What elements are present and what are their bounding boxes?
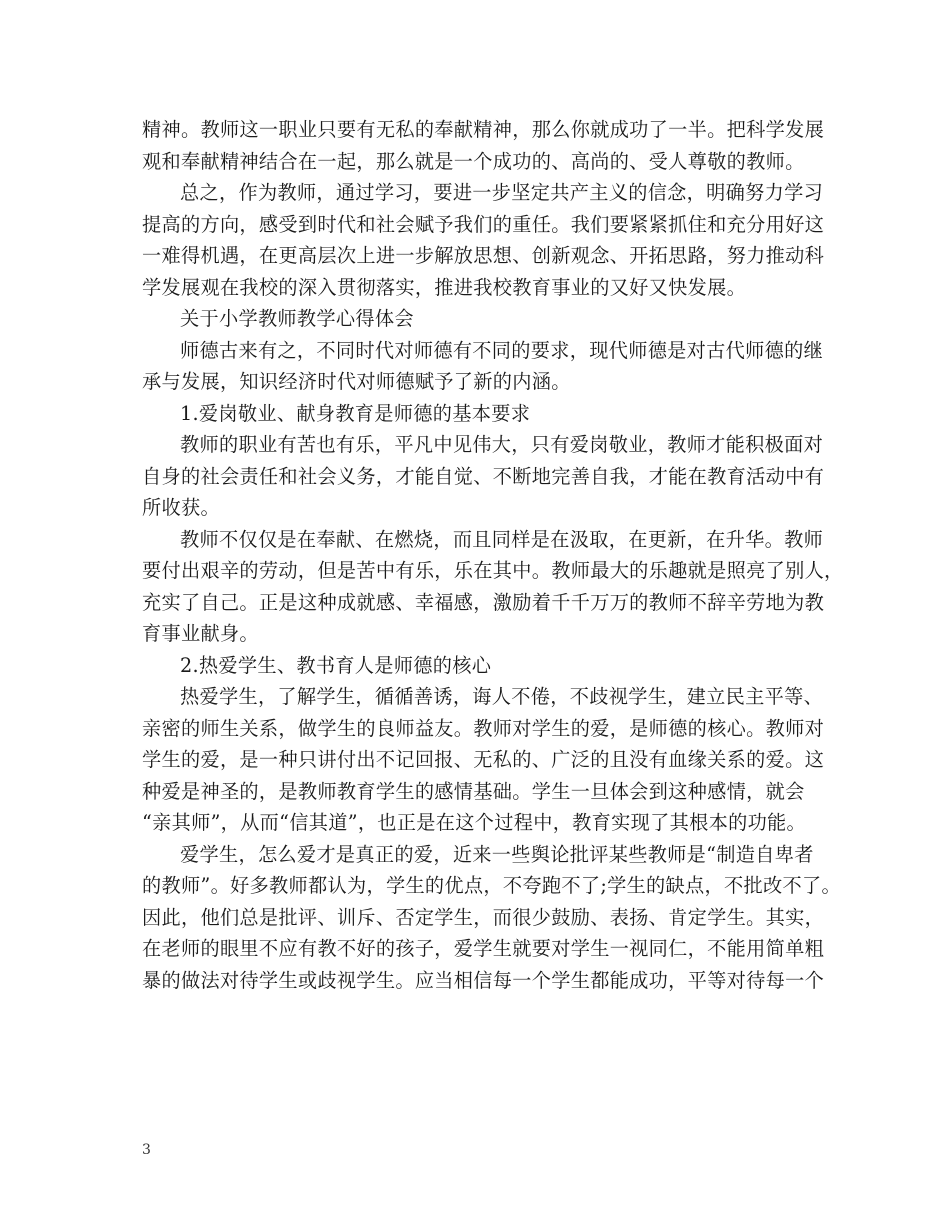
text-line: 教师不仅仅是在奉献、在燃烧，而且同样是在汲取，在更新，在升华。教师 (180, 527, 824, 551)
text-line: 热爱学生，了解学生，循循善诱，诲人不倦，不歧视学生，建立民主平等、 (180, 685, 824, 708)
text-line: 要付出艰辛的劳动，但是苦中有乐，乐在其中。教师最大的乐趣就是照亮了别人， (142, 559, 844, 582)
text-line: 育事业献身。 (142, 622, 259, 645)
text-line: 暴的做法对待学生或歧视学生。应当相信每一个学生都能成功，平等对待每一个 (142, 968, 825, 992)
text-line: 在老师的眼里不应有教不好的孩子，爱学生就要对学生一视同仁，不能用简单粗 (142, 937, 825, 960)
text-line: 精神。教师这一职业只要有无私的奉献精神，那么你就成功了一半。把科学发展 (142, 118, 825, 141)
text-line: 学生的爱，是一种只讲付出不记回报、无私的、广泛的且没有血缘关系的爱。这 (142, 748, 825, 771)
text-line: 承与发展，知识经济时代对师德赋予了新的内涵。 (142, 370, 571, 393)
text-line: 观和奉献精神结合在一起，那么就是一个成功的、高尚的、受人尊敬的教师。 (142, 149, 805, 173)
text-line: “亲其师”，从而“信其道”，也正是在这个过程中，教育实现了其根本的功能。 (142, 811, 807, 834)
text-line: 充实了自己。正是这种成就感、幸福感，激励着千千万万的教师不辞辛劳地为教 (142, 590, 825, 614)
page-number: 3 (142, 1142, 151, 1158)
text-line: 一难得机遇，在更高层次上进一步解放思想、创新观念、开拓思路，努力推动科 (142, 244, 825, 267)
text-line: 所收获。 (142, 496, 220, 519)
text-line: 提高的方向，感受到时代和社会赋予我们的重任。我们要紧紧抓住和充分用好这 (142, 212, 825, 236)
text-line: 爱学生，怎么爱才是真正的爱，近来一些舆论批评某些教师是“制造自卑者 (180, 842, 814, 866)
text-line: 自身的社会责任和社会义务，才能自觉、不断地完善自我，才能在教育活动中有 (142, 464, 825, 488)
text-line: 种爱是神圣的，是教师教育学生的感情基础。学生一旦体会到这种感情，就会 (142, 779, 805, 803)
text-line: 师德古来有之，不同时代对师德有不同的要求，现代师德是对古代师德的继 (180, 338, 824, 362)
text-line: 学发展观在我校的深入贯彻落实，推进我校教育事业的又好又快发展。 (142, 275, 747, 299)
text-line: 2.热爱学生、教书育人是师德的核心 (180, 653, 492, 677)
text-line: 亲密的师生关系，做学生的良师益友。教师对学生的爱，是师德的核心。教师对 (142, 716, 825, 740)
text-line: 关于小学教师教学心得体会 (180, 307, 414, 330)
text-line: 的教师”。好多教师都认为，学生的优点，不夸跑不了;学生的缺点，不批改不了。 (142, 874, 841, 897)
text-line: 因此，他们总是批评、训斥、否定学生，而很少鼓励、表扬、肯定学生。其实， (142, 905, 825, 929)
document-body (142, 114, 844, 996)
text-line: 总之，作为教师，通过学习，要进一步坚定共产主义的信念，明确努力学习 (180, 181, 824, 204)
text-line: 教师的职业有苦也有乐，平凡中见伟大，只有爱岗敬业，教师才能积极面对 (180, 433, 824, 456)
text-line: 1.爱岗敬业、献身教育是师德的基本要求 (180, 401, 531, 425)
